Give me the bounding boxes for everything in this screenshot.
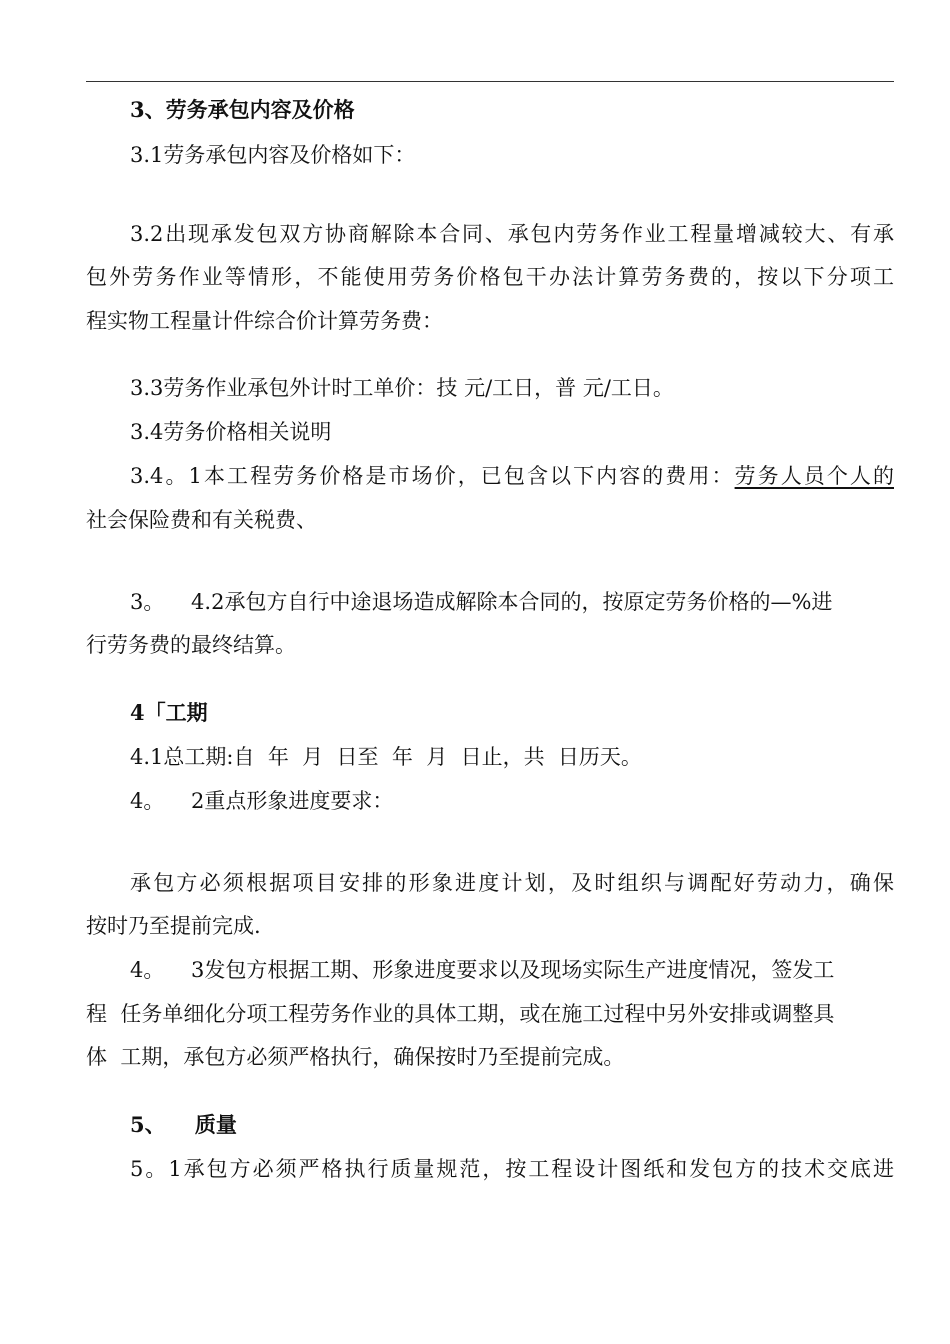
clause-3-1: 3.1劳务承包内容及价格如下： [130, 143, 416, 167]
section-5-heading: 5、 质量 [130, 1112, 237, 1137]
clause-4-2-body-line-1: 承包方必须根据项目安排的形象进度计划，及时组织与调配好劳动力，确保 [130, 871, 894, 895]
clause-3-4: 3.4劳务价格相关说明 [130, 420, 332, 444]
section-3-heading: 3、劳务承包内容及价格 [130, 97, 355, 122]
section-4-heading: 4「工期 [130, 700, 208, 725]
clause-4-1: 4.1总工期:自 年 月 日至 年 月 日止，共 日历天。 [130, 745, 642, 769]
clause-3-4-2-line-2: 行劳务费的最终结算。 [86, 633, 296, 657]
clause-3-4-1-line-2: 社会保险费和有关税费、 [86, 508, 317, 532]
clause-3-2-line-1: 3.2出现承发包双方协商解除本合同、承包内劳务作业工程量增减较大、有承 [130, 222, 894, 246]
clause-3-2-line-2: 包外劳务作业等情形，不能使用劳务价格包干办法计算劳务费的，按以下分项工 [86, 265, 894, 289]
clause-3-4-1-underlined: 劳务人员个人的 [734, 464, 894, 488]
clause-3-4-1-line-1 [86, 462, 894, 490]
clause-4-2-body-line-2: 按时乃至提前完成. [86, 914, 261, 938]
clause-4-2: 4。 2重点形象进度要求： [130, 789, 394, 813]
clause-5-1: 5。1承包方必须严格执行质量规范，按工程设计图纸和发包方的技术交底进 [130, 1157, 894, 1181]
clause-3-4-2-line-1: 3。 4.2承包方自行中途退场造成解除本合同的，按原定劳务价格的—%进 [130, 590, 833, 614]
clause-3-2-line-3: 程实物工程量计件综合价计算劳务费： [86, 309, 443, 333]
clause-4-3-line-2: 程 任务单细化分项工程劳务作业的具体工期，或在施工过程中另外安排或调整具 [86, 1002, 835, 1026]
clause-3-4-1-prefix: 3.4。1本工程劳务价格是市场价，已包含以下内容的费用： [130, 464, 735, 488]
clause-3-3: 3.3劳务作业承包外计时工单价：技 元/工日，普 元/工日。 [130, 376, 674, 400]
clause-4-3-line-1: 4。 3发包方根据工期、形象进度要求以及现场实际生产进度情况，签发工 [130, 958, 835, 982]
clause-4-3-line-3: 体 工期，承包方必须严格执行，确保按时乃至提前完成。 [86, 1045, 625, 1069]
header-rule [86, 81, 894, 82]
